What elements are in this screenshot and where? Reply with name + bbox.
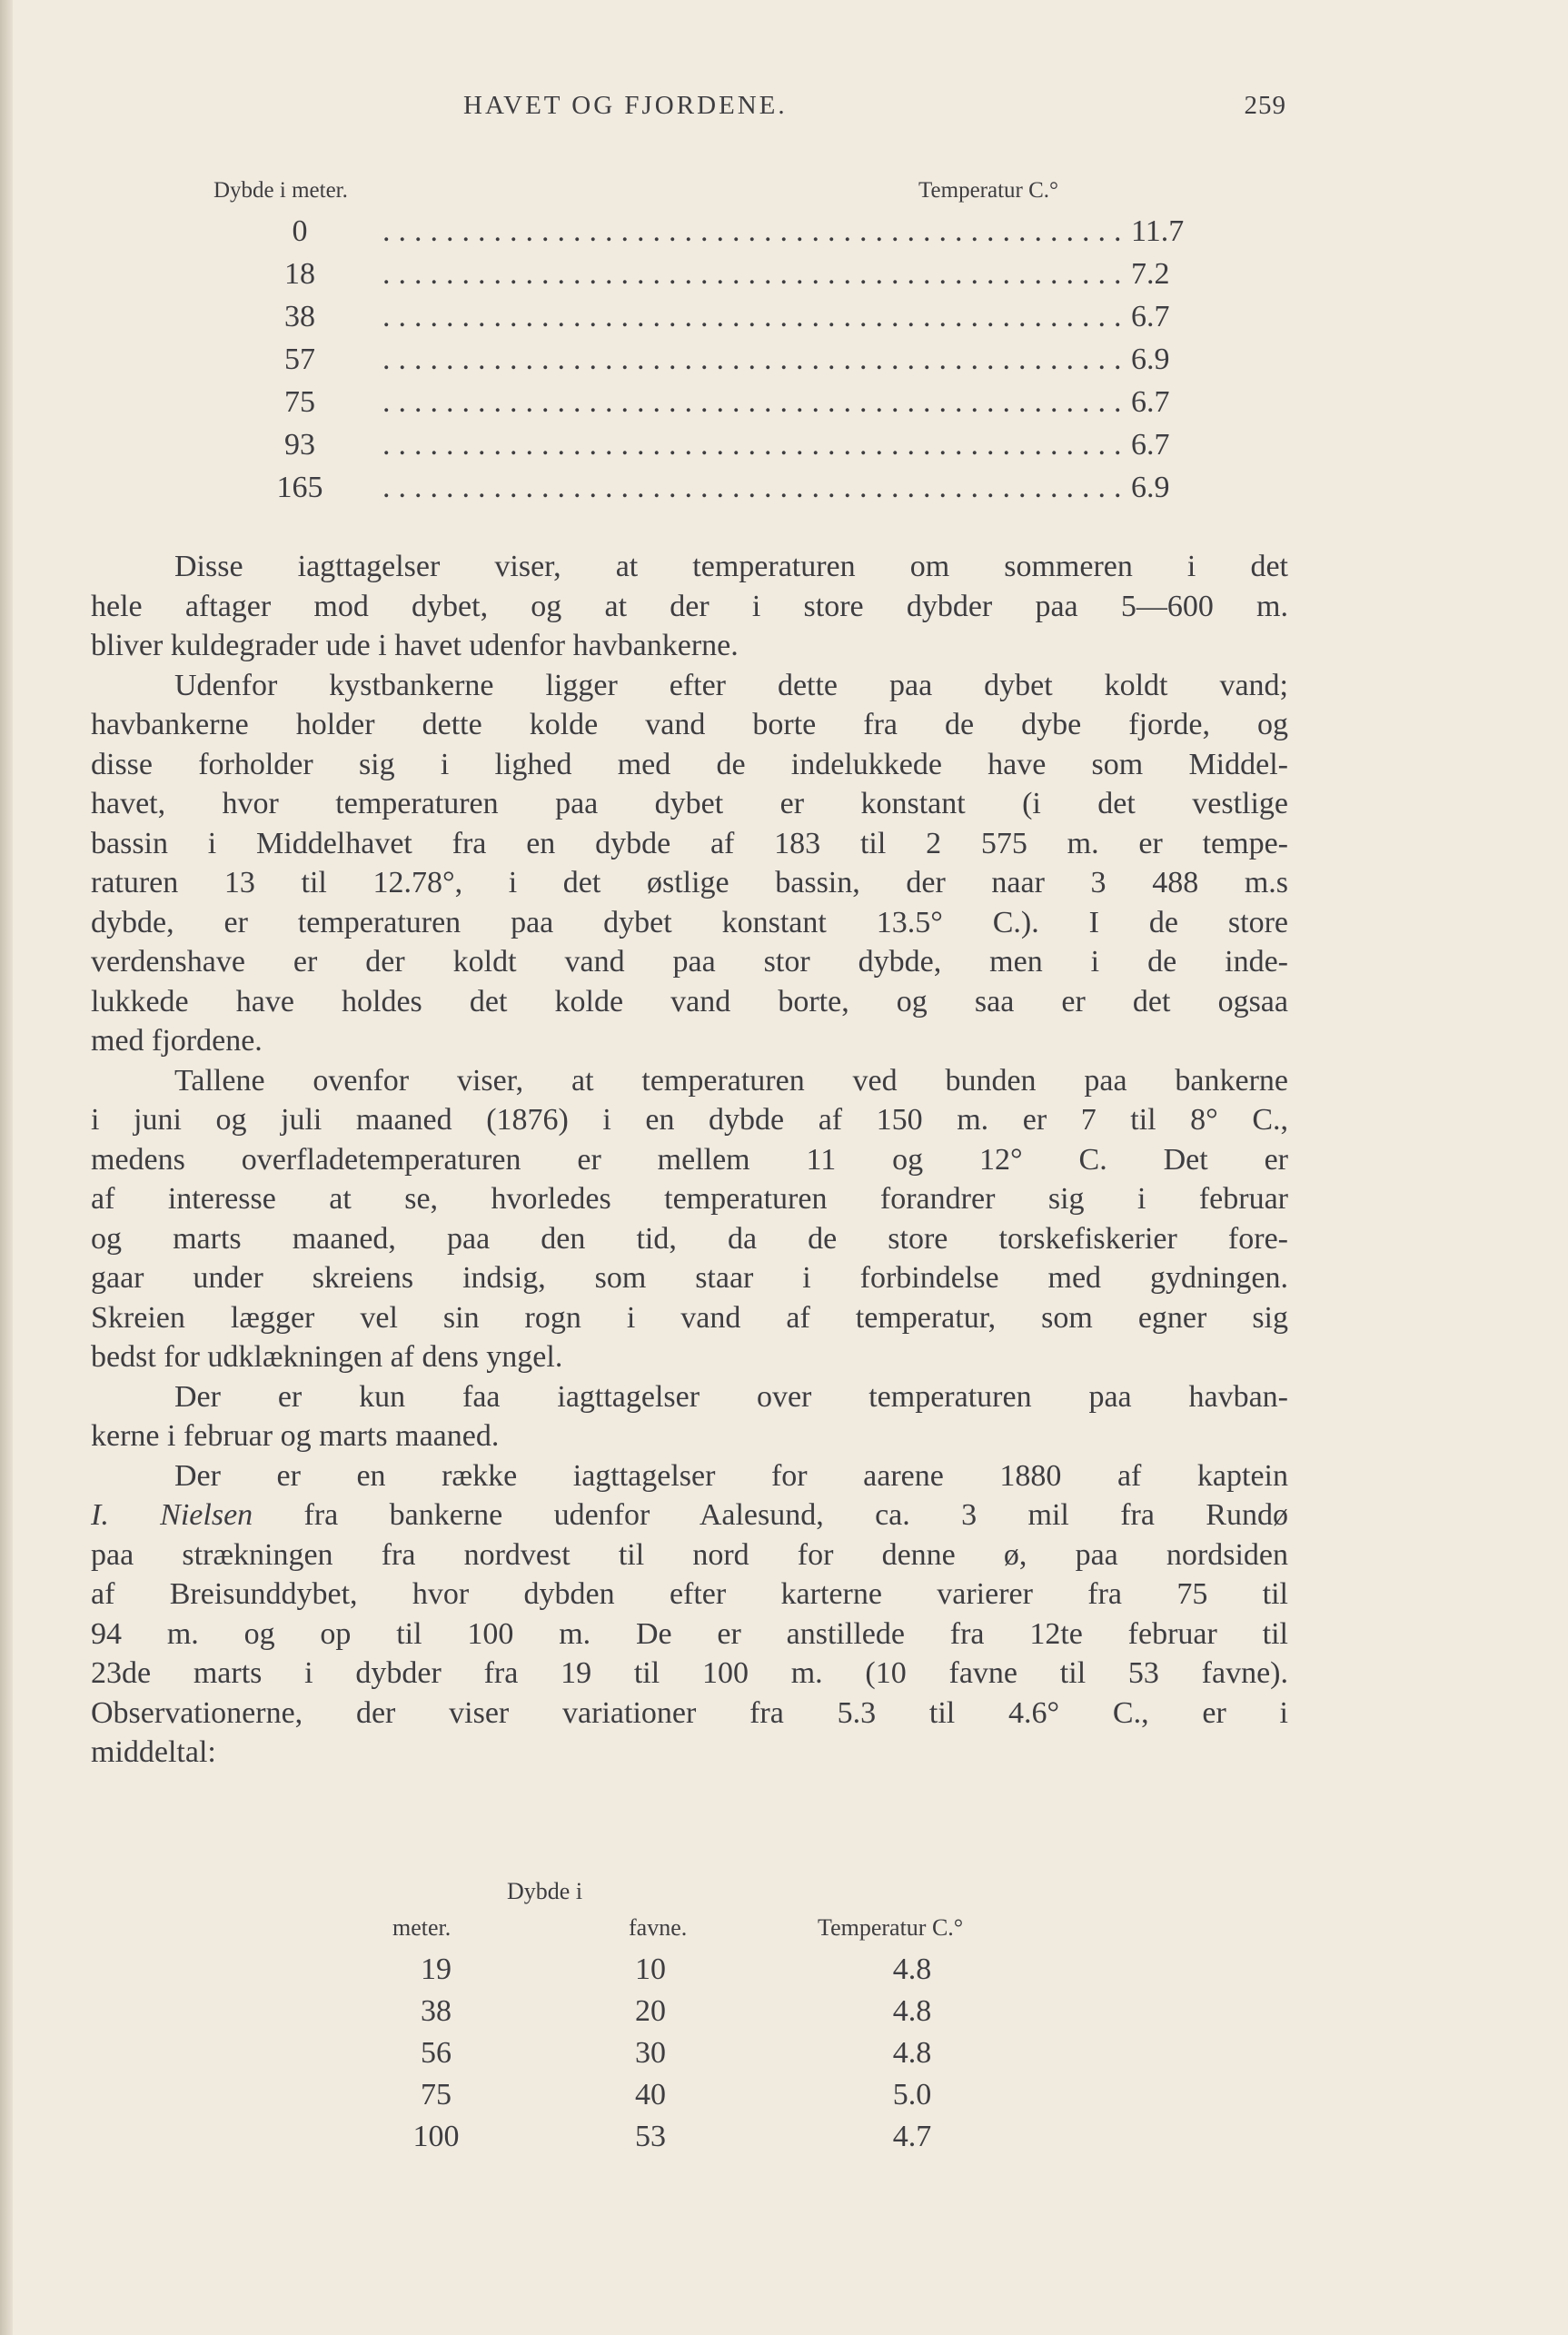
- paragraph-line: Der er kun faa iagttagelser over temperaturen paa havban-: [174, 1379, 1288, 1414]
- leader-dots: ...............................................: [382, 385, 1130, 419]
- meter-cell: 75: [421, 2078, 452, 2111]
- favne-cell: 53: [635, 2120, 666, 2153]
- table2-col-temp: Temperatur C.°: [818, 1914, 964, 1941]
- table-row: [345, 1994, 1163, 2036]
- favne-cell: 40: [635, 2078, 666, 2111]
- paragraph-line: 23de marts i dybder fra 19 til 100 m. (10 favne til 53 favne).: [91, 1656, 1288, 1690]
- paragraph-line: Skreien lægger vel sin rogn i vand af temperatur, som egner sig: [91, 1300, 1288, 1335]
- paragraph-line: bliver kuldegrader ude i havet udenfor havbankerne.: [91, 629, 739, 662]
- book-spine-shadow: [0, 0, 13, 2335]
- depth-cell: 0: [292, 214, 308, 248]
- meter-cell: 38: [421, 1994, 452, 2028]
- table-row: [213, 214, 1185, 257]
- table-row: [213, 257, 1170, 300]
- paragraph-line: og marts maaned, paa den tid, da de store torskefiskerier fore-: [91, 1221, 1288, 1256]
- person-name: I. Nielsen: [91, 1498, 253, 1532]
- table2-col-meter: meter.: [392, 1914, 452, 1941]
- temp-cell: 5.0: [892, 2078, 932, 2111]
- depth-cell: 38: [284, 300, 315, 333]
- table-row: [213, 471, 1170, 513]
- table1-col-temp: Temperatur C.°: [918, 178, 1059, 203]
- paragraph-line: gaar under skreiens indsig, som staar i forbindelse med gydningen.: [91, 1261, 1288, 1295]
- temp-cell: 4.7: [892, 2120, 932, 2153]
- table-row: [213, 300, 1170, 343]
- leader-dots: ...............................................: [382, 343, 1130, 376]
- depth-cell: 75: [284, 385, 315, 419]
- temp-cell: 6.9: [1131, 471, 1170, 504]
- temp-cell: 4.8: [892, 2036, 932, 2070]
- favne-cell: 30: [635, 2036, 666, 2070]
- paragraph-line: Tallene ovenfor viser, at temperaturen ved bunden paa bankerne: [174, 1063, 1288, 1098]
- temp-cell: 6.7: [1131, 385, 1170, 419]
- paragraph-line: hele aftager mod dybet, og at der i store dybder paa 5—600 m.: [91, 589, 1288, 623]
- leader-dots: ...............................................: [382, 214, 1130, 248]
- temp-cell: 4.8: [892, 1994, 932, 2028]
- temp-cell: 6.7: [1131, 428, 1170, 462]
- leader-dots: ...............................................: [382, 471, 1130, 504]
- temperature-table-summer: [213, 178, 1185, 513]
- depth-cell: 57: [284, 343, 315, 376]
- table-row: [213, 428, 1170, 471]
- running-title: HAVET OG FJORDENE.: [463, 91, 788, 120]
- paragraph-line: kerne i februar og marts maaned.: [91, 1419, 500, 1453]
- table-row: [345, 1952, 1163, 1994]
- paragraph-line: af interesse at se, hvorledes temperaturen forandrer sig i februar: [91, 1182, 1288, 1216]
- paragraph-line: raturen 13 til 12.78°, i det østlige bassin, der naar 3 488 m.s: [91, 866, 1288, 899]
- paragraph-text: fra bankerne udenfor Aalesund, ca. 3 mil fra Rundø: [253, 1498, 1288, 1532]
- depth-cell: 165: [276, 471, 323, 504]
- depth-cell: 18: [284, 257, 315, 291]
- paragraph-line: Disse iagttagelser viser, at temperaturen om sommeren i det: [174, 550, 1288, 583]
- paragraph-line: Der er en række iagttagelser for aarene 1880 af kaptein: [174, 1458, 1288, 1493]
- table-row: [213, 385, 1170, 428]
- table2-col-favne: favne.: [629, 1914, 688, 1941]
- paragraph-line: Observationerne, der viser variationer fra 5.3 til 4.6° C., er i: [91, 1695, 1288, 1730]
- paragraph-line: [91, 1495, 1288, 1535]
- paragraph-line: verdenshave er der koldt vand paa stor dybde, men i de inde-: [91, 945, 1288, 979]
- temp-cell: 7.2: [1131, 257, 1170, 291]
- paragraph-line: middeltal:: [91, 1735, 216, 1769]
- paragraph-line: disse forholder sig i lighed med de indelukkede have som Middel-: [91, 747, 1288, 781]
- paragraph-line: bedst for udklækningen af dens yngel.: [91, 1340, 563, 1374]
- paragraph-line: lukkede have holdes det kolde vand borte, og saa er det ogsaa: [91, 984, 1288, 1018]
- depth-cell: 93: [284, 428, 315, 462]
- paragraph-line: havbankerne holder dette kolde vand borte fra de dybe fjorde, og: [91, 708, 1288, 741]
- page-number: 259: [1244, 91, 1286, 120]
- paragraph-line: paa strækningen fra nordvest til nord for denne ø, paa nordsiden: [91, 1537, 1288, 1572]
- temp-cell: 6.9: [1131, 343, 1170, 376]
- table1-col-depth: Dybde i meter.: [213, 178, 348, 203]
- paragraph-line: af Breisunddybet, hvor dybden efter karterne varierer fra 75 til: [91, 1577, 1288, 1611]
- leader-dots: ...............................................: [382, 300, 1130, 333]
- table-row: [345, 2120, 1163, 2161]
- leader-dots: ...............................................: [382, 257, 1130, 291]
- paragraph-line: medens overfladetemperaturen er mellem 11 og 12° C. Det er: [91, 1142, 1288, 1177]
- leader-dots: ...............................................: [382, 428, 1130, 462]
- meter-cell: 56: [421, 2036, 452, 2070]
- paragraph-line: 94 m. og op til 100 m. De er anstillede fra 12te februar til: [91, 1616, 1288, 1651]
- paragraph-line: havet, hvor temperaturen paa dybet er konstant (i det vestlige: [91, 787, 1288, 820]
- meter-cell: 100: [412, 2120, 460, 2153]
- body-text: [91, 547, 1288, 1773]
- paragraph-line: dybde, er temperaturen paa dybet konstant 13.5° C.). I de store: [91, 905, 1288, 939]
- meter-cell: 19: [421, 1952, 452, 1986]
- table2-body: [345, 1952, 1163, 2161]
- table1-header: [213, 178, 1104, 214]
- favne-cell: 10: [635, 1952, 666, 1986]
- temp-cell: 4.8: [892, 1952, 932, 1986]
- paragraph-line: bassin i Middelhavet fra en dybde af 183 til 2 575 m. er tempe-: [91, 826, 1288, 860]
- table-row: [345, 2036, 1163, 2078]
- table-row: [213, 343, 1170, 385]
- paragraph-line: i juni og juli maaned (1876) i en dybde af 150 m. er 7 til 8° C.,: [91, 1103, 1288, 1137]
- paragraph-line: Udenfor kystbankerne ligger efter dette paa dybet koldt vand;: [174, 668, 1288, 702]
- temp-cell: 11.7: [1131, 214, 1185, 248]
- paragraph-line: med fjordene.: [91, 1024, 263, 1058]
- table-row: [345, 2078, 1163, 2120]
- table2-header-top: Dybde i: [507, 1878, 583, 1904]
- favne-cell: 20: [635, 1994, 666, 2028]
- temp-cell: 6.7: [1131, 300, 1170, 333]
